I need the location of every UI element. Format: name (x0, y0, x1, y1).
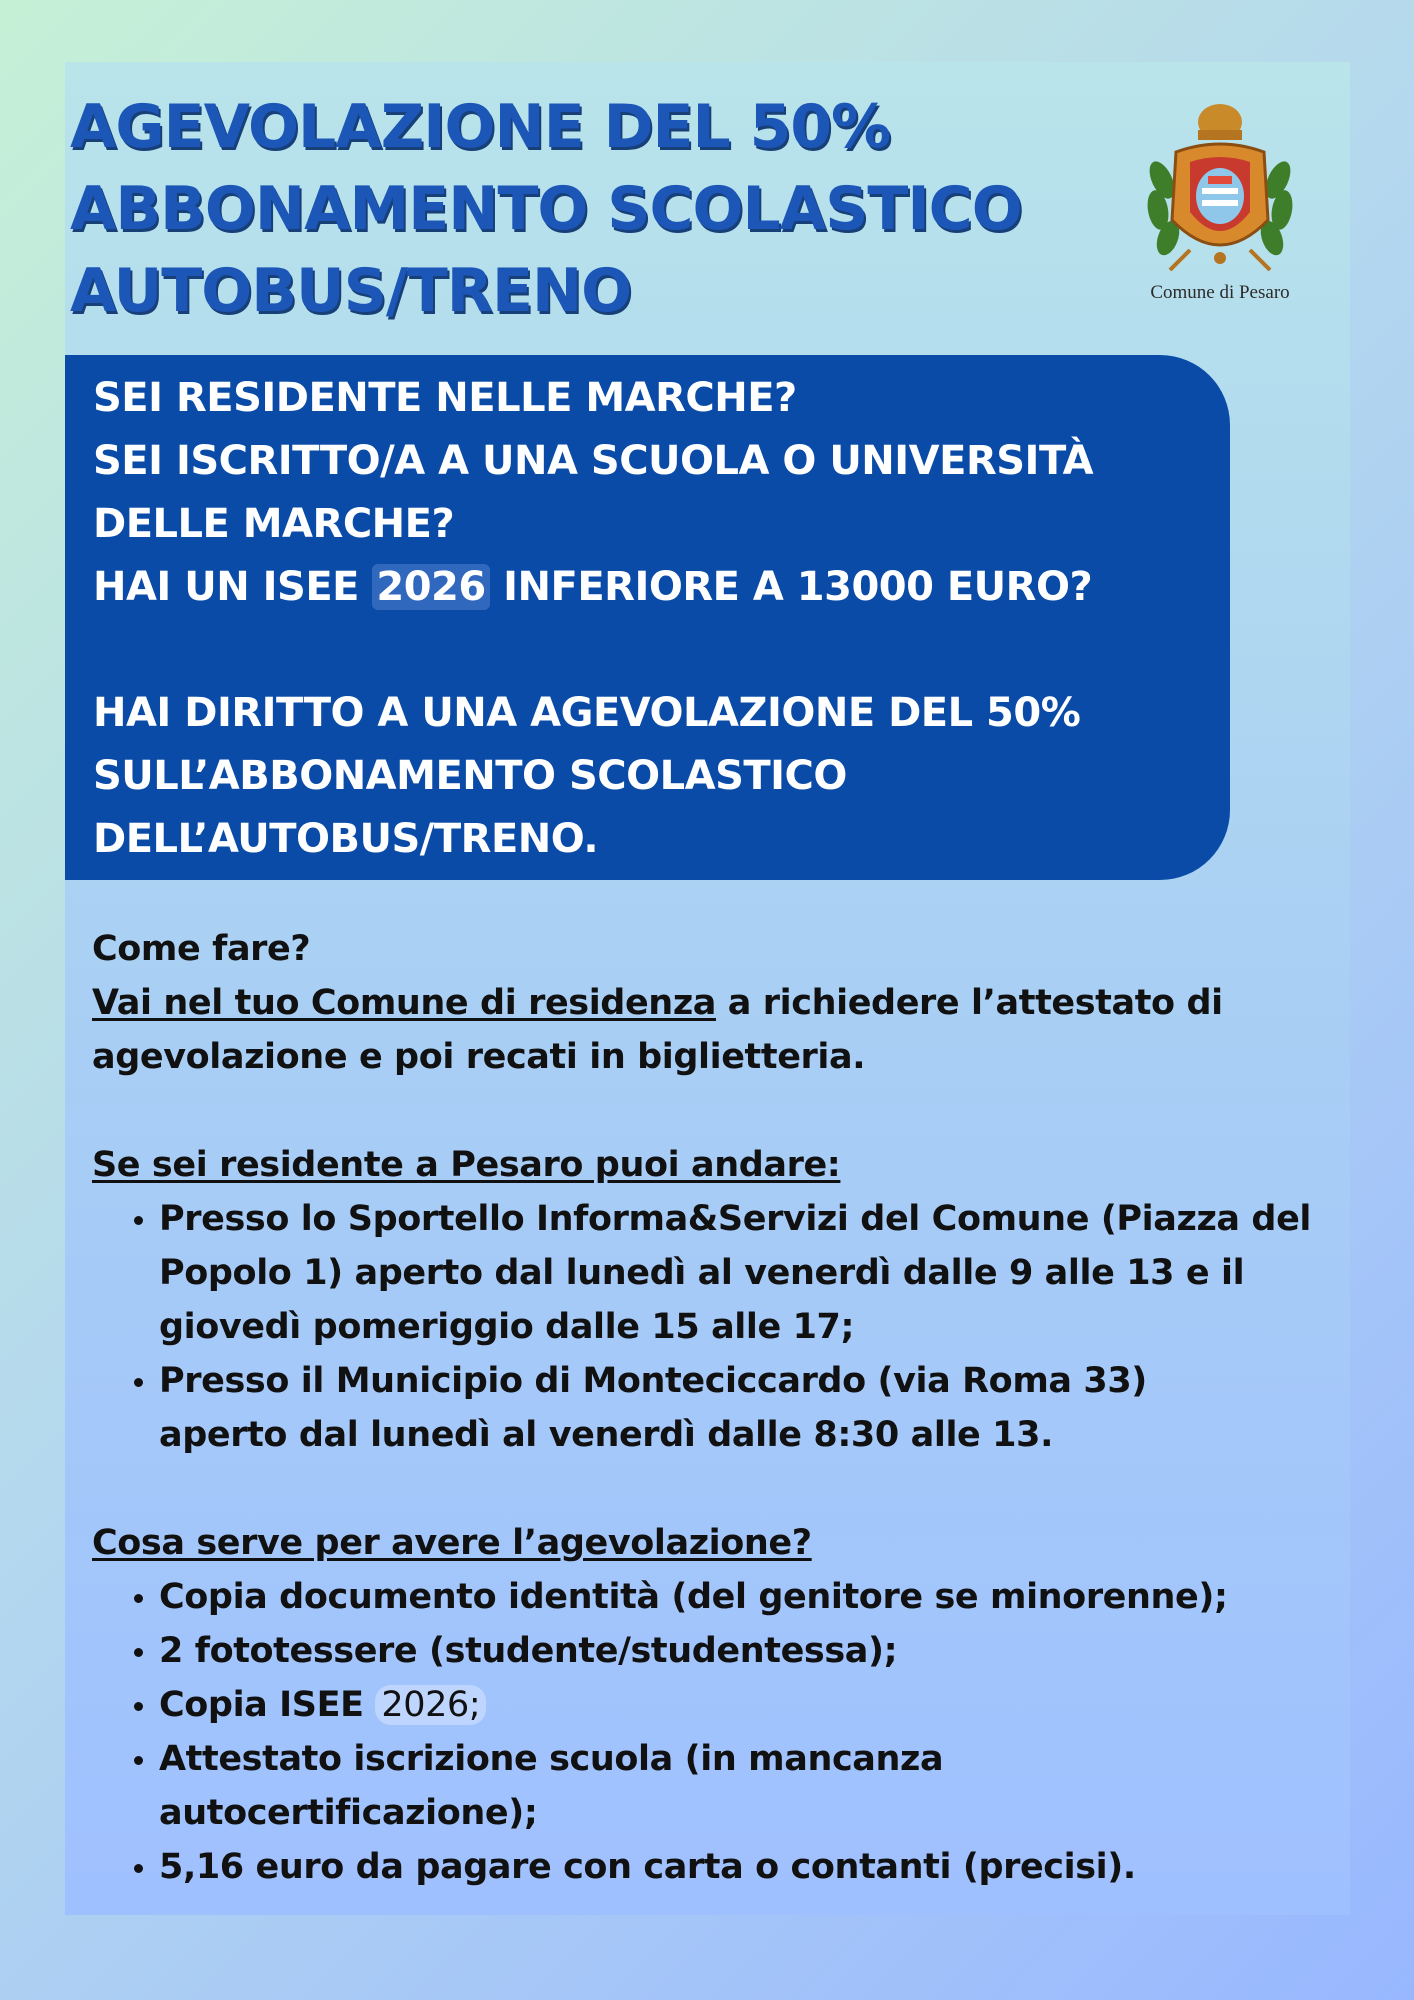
answer-line-2: SULL’ABBONAMENTO SCOLASTICO (93, 753, 847, 799)
requirements-heading: Cosa serve per avere l’agevolazione? (92, 1523, 812, 1563)
isee-year-highlight: 2026; (375, 1685, 486, 1725)
question-enrollment: SEI ISCRITTO/A A UNA SCUOLA O UNIVERSITÀ (93, 438, 1094, 484)
eligibility-box (65, 355, 1230, 880)
list-item: • Attestato iscrizione scuola (in mancanza autocertificazione); (159, 1732, 1059, 1840)
how-text-cont: agevolazione e poi recati in biglietteria. (92, 1037, 866, 1077)
list-item: • Presso il Municipio di Monteciccardo (via Roma 33) aperto dal lunedì al venerdì dalle 8:30 alle 13. (159, 1354, 1219, 1462)
poster-title (70, 86, 1070, 332)
comune-logo (1130, 100, 1310, 310)
title-line-2: ABBONAMENTO SCOLASTICO (70, 174, 1022, 244)
requirements-list (92, 1570, 1342, 1894)
list-item: • 2 fototessere (studente/studentessa); (159, 1624, 1342, 1678)
logo-caption: Comune di Pesaro (1150, 282, 1290, 303)
list-item: • Presso lo Sportello Informa&Servizi del Comune (Piazza del Popolo 1) aperto dal lunedì al venerdì dalle 9 alle 13 e il giovedì pomeriggio dalle 15 alle 17; (159, 1192, 1329, 1354)
answer-line-1: HAI DIRITTO A UNA AGEVOLAZIONE DEL 50% (93, 690, 1081, 736)
title-line-1: AGEVOLAZIONE DEL 50% (70, 92, 891, 162)
how-heading: Come fare? (92, 929, 311, 969)
question-residence: SEI RESIDENTE NELLE MARCHE? (93, 375, 797, 421)
list-item: • Copia ISEE 2026; (159, 1678, 1342, 1732)
title-line-3: AUTOBUS/TRENO (70, 256, 632, 326)
list-item: • 5,16 euro da pagare con carta o contanti (precisi). (159, 1840, 1342, 1894)
answer-line-3: DELL’AUTOBUS/TRENO. (93, 816, 599, 862)
residence-link: Vai nel tuo Comune di residenza (92, 983, 717, 1023)
list-item: • Copia documento identità (del genitore se minorenne); (159, 1570, 1342, 1624)
question-enrollment-cont: DELLE MARCHE? (93, 501, 455, 547)
coat-of-arms-icon (1140, 100, 1300, 278)
pesaro-heading: Se sei residente a Pesaro puoi andare: (92, 1145, 841, 1185)
question-isee: HAI UN ISEE 2026 INFERIORE A 13000 EURO? (93, 564, 1093, 610)
how-text: Vai nel tuo Comune di residenza a richiedere l’attestato di (92, 983, 1223, 1023)
isee-year-highlight: 2026 (372, 564, 489, 610)
pesaro-offices-list (92, 1192, 1342, 1462)
instructions (92, 922, 1342, 1894)
